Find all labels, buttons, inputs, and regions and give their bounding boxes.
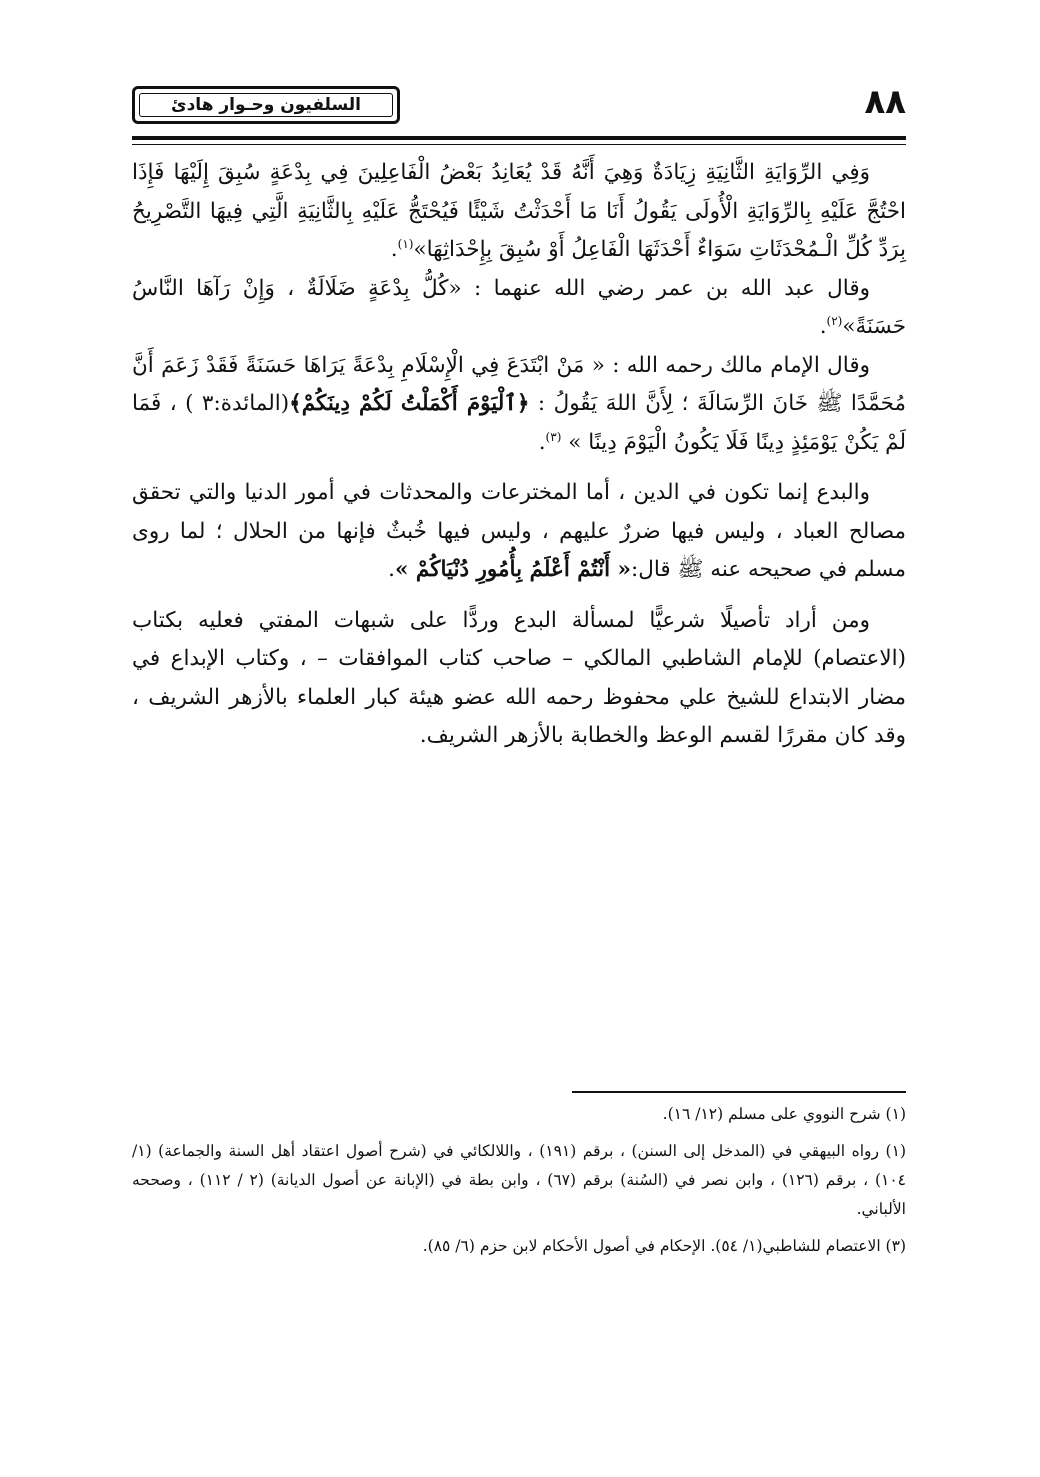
footnote-1: (١) شرح النووي على مسلم (١٢/ ١٦). xyxy=(662,1105,906,1123)
header-rule-thick xyxy=(132,136,906,140)
footnote-2: (١) رواه البيهقي في (المدخل إلى السنن) ، برقم (١٩١) ، واللالكائي في (شرح أصول اعتقاد أهل السنة والجماعة) (١/ ١٠٤) ، برقم (١٢٦) ، وابن نصر في (السُنة) برقم (٦٧) ، وابن بطة في (الإبانة عن أصول الديانة) (٢ / ١١٢) ، وصححه الألباني. xyxy=(132,1142,907,1218)
footnote-3: (٣) الاعتصام للشاطبي(١/ ٥٤). الإحكام في أصول الأحكام لابن حزم (٦/ ٨٥). xyxy=(422,1237,906,1255)
running-header-box xyxy=(132,86,400,124)
paragraph-3-tail: ، فَمَا لَمْ يَكُنْ يَوْمَئِذٍ دِينًا فَلَا يَكُونُ الْيَوْمَ دِينًا » xyxy=(132,391,906,455)
paragraph-1: وَفِي الرِّوَايَةِ الثَّانِيَةِ زِيَادَةٌ وَهِيَ أَنَّهُ قَدْ يُعَانِدُ بَعْضُ الْفَاعِلِينَ فِي بِدْعَةٍ سُبِقَ إِلَيْهَا فَإِذَا احْتُجَّ عَلَيْهِ بِالرِّوَايَةِ الْأُولَى يَقُولُ أَنَا مَا أَحْدَثْتُ شَيْئًا فَيُحْتَجُّ عَلَيْهِ بِالثَّانِيَةِ الَّتِي فِيهَا التَّصْرِيحُ بِرَدِّ كُلِّ الْـمُحْدَثَاتِ سَوَاءٌ أَحْدَثَهَا الْفَاعِلُ أَوْ سُبِقَ بِإِحْدَاثِهَا»$^{(١)}$. xyxy=(132,160,906,262)
footnotes xyxy=(132,1100,906,1269)
paragraph-5: ومن أراد تأصيلًا شرعيًّا لمسألة البدع وردًّا على شبهات المفتي فعليه بكتاب (الاعتصام) للإمام الشاطبي المالكي – صاحب كتاب الموافقات – ، وكتاب الإبداع في مضار الابتداع للشيخ علي محفوظ رحمه الله عضو هيئة كبار العلماء بالأزهر الشريف ، وقد كان مقررًا لقسم الوعظ والخطابة بالأزهر الشريف. xyxy=(132,607,906,748)
hadith-quote: « أَنْتُمْ أَعْلَمُ بِأُمُورِ دُنْيَاكُمْ » xyxy=(395,557,631,582)
paragraph-4-text: والبدع إنما تكون في الدين ، أما المخترعات والمحدثات في أمور الدنيا والتي تحقق مصالح العباد ، وليس فيها ضررٌ عليهم ، وليس فيها خُبثٌ فإنها من الحلال ؛ لما روى مسلم في صحيحه عنه ﷺ قال: xyxy=(132,480,906,582)
paragraph-2-quote: «كُلُّ بِدْعَةٍ ضَلَالَةٌ ، وَإِنْ رَآهَا النَّاسُ حَسَنَةً» xyxy=(132,275,906,339)
page-number: ٨٨ xyxy=(864,82,906,122)
book-title: السلفيون وحـوار هادئ xyxy=(139,93,393,117)
footnote-ref-3: (٣) xyxy=(545,429,562,444)
footnote-ref-1: (١) xyxy=(397,236,414,251)
paragraph-2: وقال عبد الله بن عمر رضي الله عنهما : «كُلُّ بِدْعَةٍ ضَلَالَةٌ ، وَإِنْ رَآهَا النَّاسُ حَسَنَةً»$^{(٢)}$. xyxy=(132,275,906,339)
footnote-divider xyxy=(572,1091,906,1093)
main-text xyxy=(132,154,906,756)
paragraph-1-text: وَفِي الرِّوَايَةِ الثَّانِيَةِ زِيَادَةٌ وَهِيَ أَنَّهُ قَدْ يُعَانِدُ بَعْضُ الْفَاعِلِينَ فِي بِدْعَةٍ سُبِقَ إِلَيْهَا فَإِذَا احْتُجَّ عَلَيْهِ بِالرِّوَايَةِ الْأُولَى يَقُولُ أَنَا مَا أَحْدَثْتُ شَيْئًا فَيُحْتَجُّ عَلَيْهِ بِالثَّانِيَةِ الَّتِي فِيهَا التَّصْرِيحُ بِرَدِّ كُلِّ الْـمُحْدَثَاتِ سَوَاءٌ أَحْدَثَهَا الْفَاعِلُ أَوْ سُبِقَ بِإِحْدَاثِهَا» xyxy=(132,160,906,262)
paragraph-2-lead: وقال عبد الله بن عمر رضي الله عنهما : xyxy=(474,275,870,301)
footnote-ref-2: (٢) xyxy=(826,313,843,328)
verse-reference: (المائدة:٣ ) xyxy=(185,391,290,416)
quran-verse: ﴿ٱلْيَوْمَ أَكْمَلْتُ لَكُمْ دِينَكُمْ﴾ xyxy=(289,391,530,416)
paragraph-3: وقال الإمام مالك رحمه الله : « مَنْ ابْتَدَعَ فِي الْإِسْلَامِ بِدْعَةً يَرَاهَا حَسَنَةً فَقَدْ زَعَمَ أَنَّ مُحَمَّدًا ﷺ خَانَ الرِّسَالَةَ ؛ لِأَنَّ اللهَ يَقُولُ : ﴿ٱلْيَوْمَ أَكْمَلْتُ لَكُمْ دِينَكُمْ﴾(المائدة:٣ ) ، فَمَا لَمْ يَكُنْ يَوْمَئِذٍ دِينًا فَلَا يَكُونُ الْيَوْمَ دِينًا » $^{(٣)}$. xyxy=(132,352,906,455)
paragraph-3-lead: وقال الإمام مالك رحمه الله : xyxy=(612,352,870,378)
header-rule-thin xyxy=(132,144,906,145)
paragraph-4: والبدع إنما تكون في الدين ، أما المخترعات والمحدثات في أمور الدنيا والتي تحقق مصالح العباد ، وليس فيها ضررٌ عليهم ، وليس فيها خُبثٌ فإنها من الحلال ؛ لما روى مسلم في صحيحه عنه ﷺ قال:« أَنْتُمْ أَعْلَمُ بِأُمُورِ دُنْيَاكُمْ ». xyxy=(132,480,906,582)
paragraph-3-quote: « مَنْ ابْتَدَعَ فِي الْإِسْلَامِ بِدْعَةً يَرَاهَا حَسَنَةً فَقَدْ زَعَمَ أَنَّ مُحَمَّدًا ﷺ خَانَ الرِّسَالَةَ ؛ لِأَنَّ اللهَ يَقُولُ : xyxy=(132,352,906,416)
